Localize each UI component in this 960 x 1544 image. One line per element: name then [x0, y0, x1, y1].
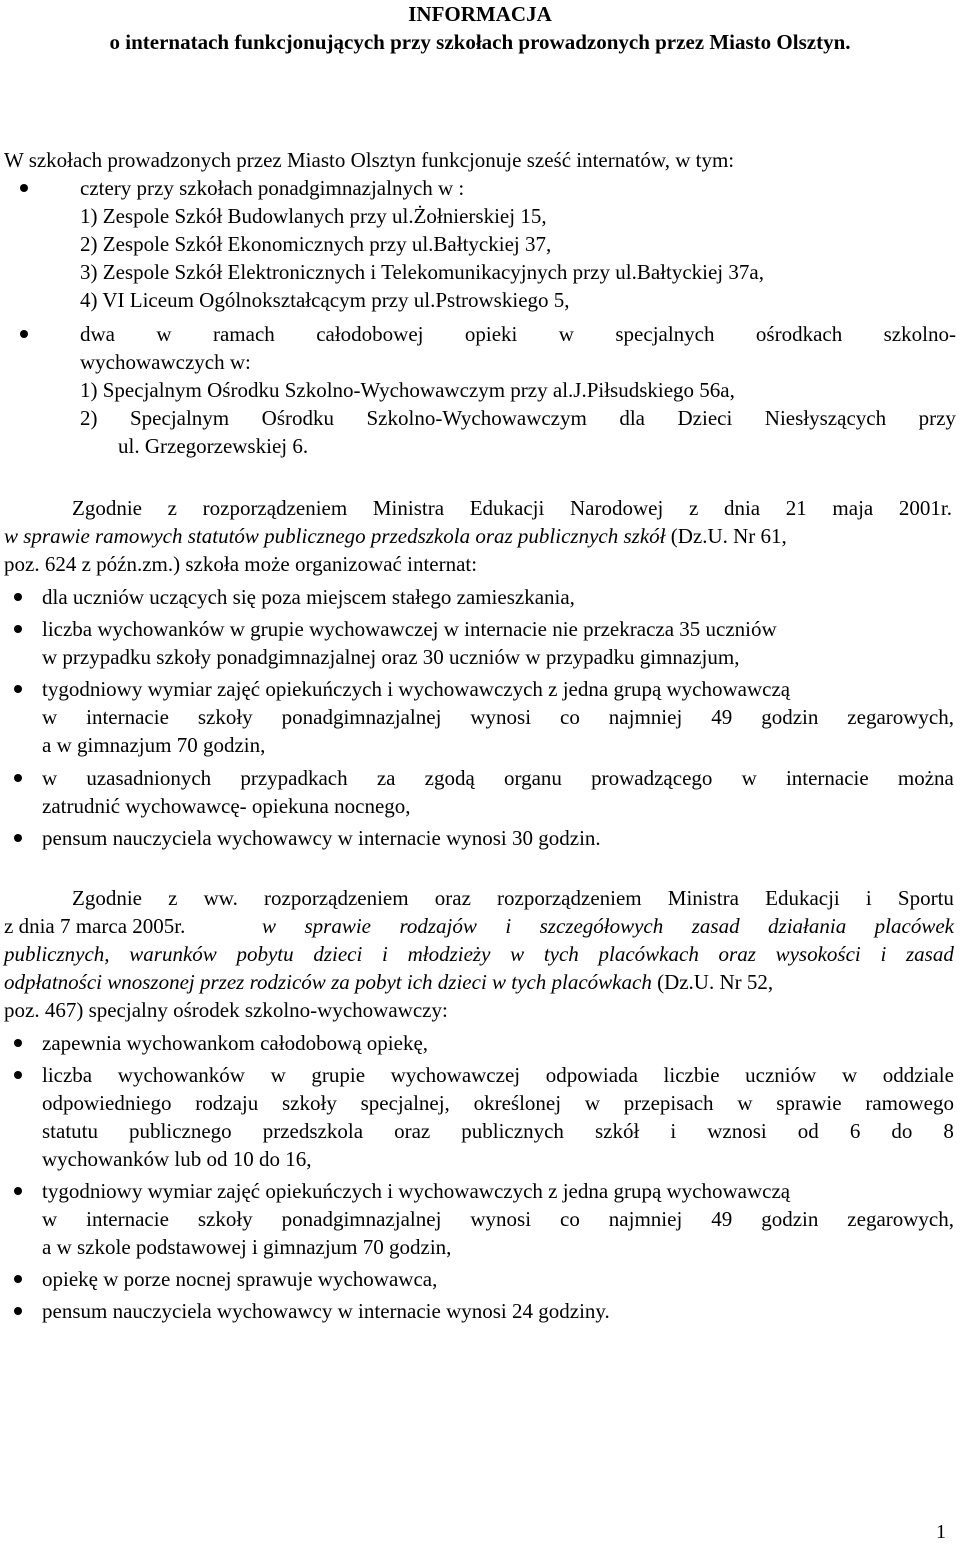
word: 6 [849, 1119, 861, 1143]
word: przy [918, 406, 956, 430]
word: placówek [874, 914, 954, 938]
word: Specjalnym [130, 406, 230, 430]
word: w [558, 322, 574, 346]
para3-line [4, 940, 954, 968]
group2-lead [80, 320, 956, 348]
bullet-marker [14, 1187, 22, 1195]
para2-line [72, 494, 952, 522]
word: szkoły [197, 1207, 253, 1231]
word: internacie [86, 705, 169, 729]
word: przypadkach [240, 766, 348, 790]
bullet-text: tygodniowy wymiar zajęć opiekuńczych i wychowawczych z jedna grupą wychowawczą [42, 1179, 791, 1203]
word: wznosi [707, 1119, 767, 1143]
word: od [797, 1119, 819, 1143]
group1-item: 3) Zespole Szkół Elektronicznych i Telekomunikacyjnych przy ul.Bałtyckiej 37a, [80, 260, 764, 284]
para3-line: poz. 467) specjalny ośrodek szkolno-wychowawczy: [4, 998, 448, 1022]
page-number: 1 [936, 1521, 946, 1543]
word: szkolno- [883, 322, 956, 346]
bullet-text: pensum nauczyciela wychowawcy w internacie wynosi 24 godziny. [42, 1299, 610, 1323]
word: ponadgimnazjalnej [281, 1207, 442, 1231]
word: i [382, 942, 388, 966]
word: specjalnych [615, 322, 715, 346]
word: maja [832, 496, 874, 520]
word: szkoły [197, 705, 253, 729]
word: dnia [723, 496, 761, 520]
word: Dzieci [677, 406, 733, 430]
word: rozporządzeniem [202, 496, 348, 520]
bullet-text: opiekę w porze nocnej sprawuje wychowawca, [42, 1267, 438, 1291]
word: godzin [761, 705, 819, 729]
word: internacie [785, 766, 869, 790]
bullet-text [42, 1205, 954, 1233]
para2-line: poz. 624 z późn.zm.) szkoła może organizować internat: [4, 552, 478, 576]
word: i [670, 1119, 677, 1143]
bullet-marker [14, 1307, 22, 1315]
word: w [42, 1207, 58, 1231]
word: godzin [761, 1207, 819, 1231]
regulation-title: odpłatności wnoszonej przez rodziców za pobyt ich dzieci w tych placówkach [4, 970, 652, 994]
word: w [737, 1091, 753, 1115]
word: ww. [203, 886, 238, 910]
word: opieki [464, 322, 518, 346]
word: dwa [80, 322, 115, 346]
word: uzasadnionych [86, 766, 212, 790]
bullet-marker [14, 1071, 22, 1079]
word: co [560, 705, 580, 729]
word: w [270, 1063, 286, 1087]
word: i [865, 886, 872, 910]
bullet-text: zapewnia wychowankom całodobową opiekę, [42, 1031, 429, 1055]
bullet-text [42, 1117, 954, 1145]
group2-item-cont: ul. Grzegorzewskiej 6. [118, 434, 309, 458]
word: szkół [594, 1119, 640, 1143]
word: zasad [906, 942, 954, 966]
group1-item: 2) Zespole Szkół Ekonomicznych przy ul.Bałtyckiej 37, [80, 232, 552, 256]
word: Ośrodku [261, 406, 334, 430]
word: w [510, 942, 525, 966]
word: z [688, 496, 699, 520]
group1-item: 4) VI Liceum Ogólnokształcącym przy ul.Pstrowskiego 5, [80, 288, 570, 312]
word: w [262, 914, 277, 938]
word: rodzajów [399, 914, 477, 938]
word: publicznych, [4, 942, 110, 966]
word: całodobowej [316, 322, 424, 346]
word: przepisach [623, 1091, 714, 1115]
word: 21 [785, 496, 807, 520]
word: oddziale [882, 1063, 954, 1087]
word: oraz [718, 942, 756, 966]
word: w [156, 322, 172, 346]
word: 8 [943, 1119, 954, 1143]
word: Sportu [897, 886, 954, 910]
bullet-marker [14, 1039, 22, 1047]
word: wychowanków [117, 1063, 245, 1087]
word: 2001r. [898, 496, 952, 520]
word: ramach [212, 322, 275, 346]
regulation-title: w sprawie ramowych statutów publicznego przedszkola oraz publicznych szkół [4, 524, 666, 548]
word: najmniej [608, 1207, 683, 1231]
bullet-marker [14, 685, 22, 693]
bullet-marker [14, 1275, 22, 1283]
word: za [376, 766, 396, 790]
word: organu [504, 766, 562, 790]
word: przedszkola [262, 1119, 364, 1143]
group2-item [80, 404, 956, 432]
word: rozporządzeniem [264, 886, 409, 910]
word: Niesłyszących [764, 406, 887, 430]
word: grupie [311, 1063, 366, 1087]
bullet-text: zatrudnić wychowawcę- opiekuna nocnego, [42, 794, 411, 818]
para3-date: z dnia 7 marca 2005r. [4, 914, 186, 938]
group2-item: 1) Specjalnym Ośrodku Szkolno-Wychowawczym przy al.J.Piłsudskiego 56a, [80, 378, 735, 402]
bullet-text: w przypadku szkoły ponadgimnazjalnej oraz 30 uczniów w przypadku gimnazjum, [42, 645, 740, 669]
word: oraz [394, 1119, 431, 1143]
word: liczbie [663, 1063, 720, 1087]
word: wysokości [775, 942, 861, 966]
word: co [560, 1207, 580, 1231]
bullet-marker [20, 184, 28, 192]
word: zegarowych, [847, 1207, 954, 1231]
para3-line [4, 968, 773, 996]
bullet-text [42, 703, 954, 731]
bullet-text: liczba wychowanków w grupie wychowawczej w internacie nie przekracza 35 uczniów [42, 617, 777, 641]
word: ramowego [865, 1091, 954, 1115]
bullet-text: pensum nauczyciela wychowawcy w internacie wynosi 30 godzin. [42, 826, 601, 850]
bullet-text [42, 1089, 954, 1117]
bullet-text [42, 764, 954, 792]
word: Edukacji [469, 496, 545, 520]
bullet-marker [14, 593, 22, 601]
word: Zgodnie [72, 886, 142, 910]
word: statutu [42, 1119, 98, 1143]
word: internacie [86, 1207, 169, 1231]
word: określonej [473, 1091, 562, 1115]
word: odpowiada [545, 1063, 638, 1087]
group2-lead-cont: wychowawczych w: [80, 350, 251, 374]
bullet-marker [14, 625, 22, 633]
word: pobytu [236, 942, 294, 966]
para3-line [4, 912, 954, 940]
word: młodzieży [407, 942, 491, 966]
word: dla [619, 406, 645, 430]
bullet-text [42, 1061, 954, 1089]
word: i [880, 942, 887, 966]
bullet-marker [14, 774, 22, 782]
intro-paragraph: W szkołach prowadzonych przez Miasto Olsztyn funkcjonuje sześć internatów, w tym: [4, 148, 735, 172]
word: w [42, 766, 58, 790]
word: placówkach [598, 942, 699, 966]
word: w [42, 705, 58, 729]
word: do [891, 1119, 913, 1143]
word: rozporządzeniem [497, 886, 642, 910]
regulation-ref: (Dz.U. Nr 61, [665, 524, 787, 548]
word: Zgodnie [72, 496, 142, 520]
document-subtitle: o internatach funkcjonujących przy szkołach prowadzonych przez Miasto Olsztyn. [109, 30, 851, 54]
word: warunków [129, 942, 217, 966]
bullet-marker [14, 834, 22, 842]
word: dzieci [313, 942, 363, 966]
bullet-text: a w szkole podstawowej i gimnazjum 70 godzin, [42, 1235, 452, 1259]
word: uczniów [745, 1063, 817, 1087]
word: najmniej [608, 705, 683, 729]
word: ośrodkach [755, 322, 843, 346]
word: wychowawczej [390, 1063, 521, 1087]
bullet-text: wychowanków lub od 10 do 16, [42, 1147, 312, 1171]
word: zegarowych, [847, 705, 954, 729]
word: Narodowej [570, 496, 664, 520]
bullet-marker [20, 330, 28, 338]
bullet-text: a w gimnazjum 70 godzin, [42, 733, 266, 757]
word: specjalnej, [360, 1091, 450, 1115]
word: z [168, 886, 178, 910]
group1-lead: cztery przy szkołach ponadgimnazjalnych w : [80, 176, 465, 200]
word: można [897, 766, 954, 790]
word: wynosi [470, 705, 532, 729]
word: Ministra [667, 886, 739, 910]
word: 49 [711, 1207, 733, 1231]
word: Szkolno-Wychowawczym [366, 406, 587, 430]
word: i [505, 914, 512, 938]
word: ponadgimnazjalnej [281, 705, 442, 729]
word: w [841, 1063, 858, 1087]
word: zasad [691, 914, 740, 938]
word: sprawie [776, 1091, 842, 1115]
para2-line [4, 522, 787, 550]
word: szczegółowych [539, 914, 664, 938]
word: Edukacji [765, 886, 840, 910]
word: tych [543, 942, 579, 966]
word: w [741, 766, 757, 790]
regulation-title [262, 912, 954, 940]
word: sprawie [304, 914, 371, 938]
regulation-ref: (Dz.U. Nr 52, [651, 970, 774, 994]
word: oraz [434, 886, 471, 910]
word: prowadzącego [591, 766, 713, 790]
word: zgodą [424, 766, 475, 790]
word: 49 [711, 705, 733, 729]
word: publicznych [461, 1119, 564, 1143]
word: wynosi [470, 1207, 532, 1231]
bullet-text: tygodniowy wymiar zajęć opiekuńczych i wychowawczych z jedna grupą wychowawczą [42, 677, 791, 701]
word: publicznego [129, 1119, 232, 1143]
word: liczba [42, 1063, 93, 1087]
word: działania [768, 914, 847, 938]
bullet-text: dla uczniów uczących się poza miejscem stałego zamieszkania, [42, 585, 575, 609]
word: 2) [80, 406, 98, 430]
word: rodzaju [195, 1091, 259, 1115]
word: Ministra [372, 496, 445, 520]
document-title: INFORMACJA [408, 2, 552, 26]
group1-item: 1) Zespole Szkół Budowlanych przy ul.Żołnierskiej 15, [80, 204, 547, 228]
word: w [584, 1091, 600, 1115]
word: szkoły [282, 1091, 337, 1115]
word: z [167, 496, 177, 520]
para3-line [72, 884, 954, 912]
word: odpowiedniego [42, 1091, 172, 1115]
